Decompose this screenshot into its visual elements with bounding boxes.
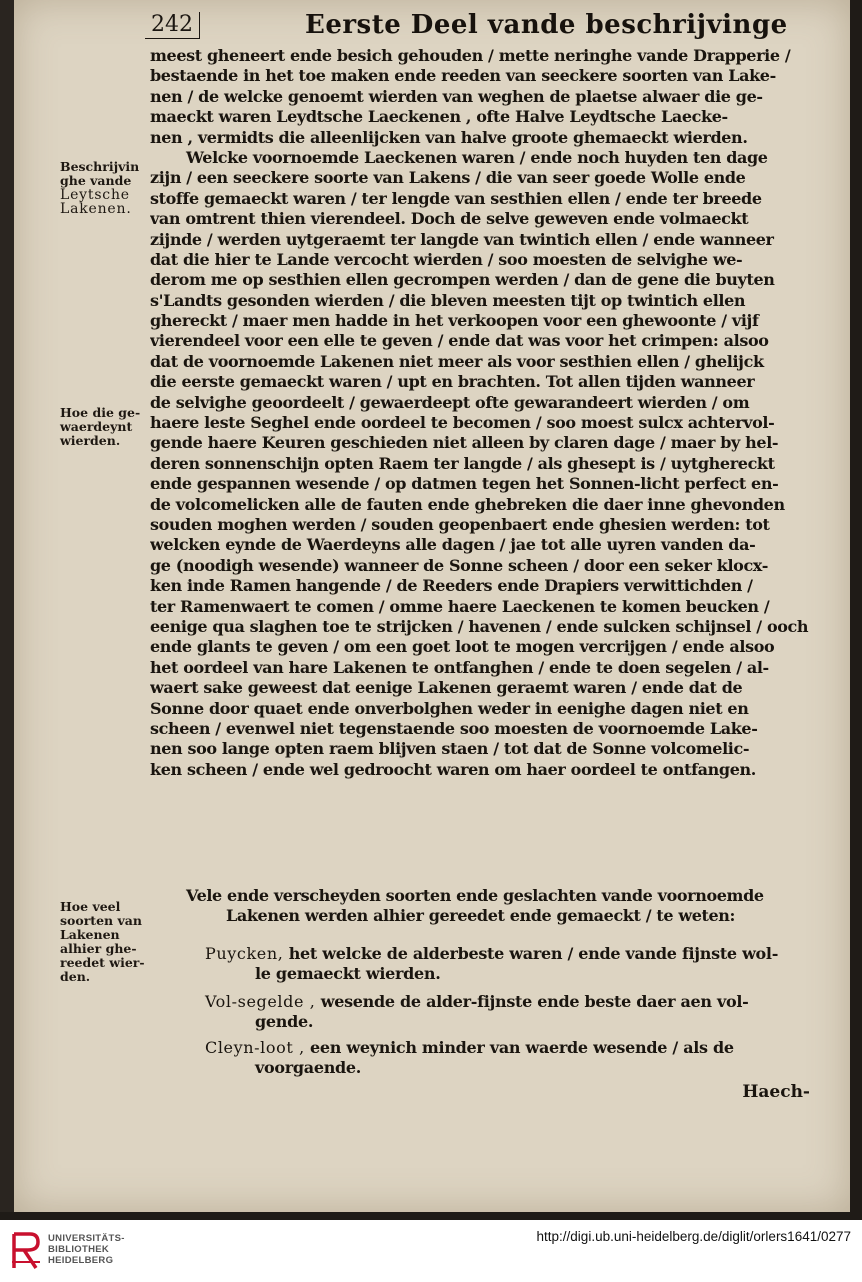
margin-line: waerdeynt (60, 419, 133, 434)
text-line: nen , vermidts die alleenlijcken van halve groote ghemaeckt wierden. (150, 127, 748, 147)
item-continuation: voorgaende. (255, 1058, 362, 1077)
text-line: van omtrent thien vierendeel. Doch de selve geweven ende volmaeckt (150, 209, 749, 229)
page-number: 242 (145, 12, 200, 39)
margin-line: Hoe die ge- (60, 405, 141, 420)
library-name-line: BIBLIOTHEK (48, 1244, 110, 1255)
margin-line: Leytsche (60, 187, 130, 203)
item-label: Cleyn-loot , (205, 1038, 305, 1057)
text-line: de selvighe geoordeelt / gewaerdeept ofte gewarandeert wierden / om (150, 392, 750, 412)
text-line: ken scheen / ende wel gedroocht waren om haer oordeel te ontfangen. (150, 759, 756, 779)
item-text: het welcke de alderbeste waren / ende vande fijnste wol- (288, 944, 779, 963)
library-name-line: HEIDELBERG (48, 1255, 114, 1266)
text-line: de volcomelicken alle de fauten ende ghebreken die daer inne ghevonden (150, 494, 785, 514)
margin-line: den. (60, 969, 91, 984)
list-item (205, 992, 815, 1032)
margin-line: Beschrijvin (60, 159, 140, 174)
list-item (205, 1038, 815, 1078)
text-line: dat de voornoemde Lakenen niet meer als voor sesthien ellen / ghelijck (150, 351, 764, 371)
text-line: dat die hier te Lande vercocht wierden / soo moesten de selvighe we- (150, 249, 743, 269)
item-label: Vol-segelde , (205, 992, 316, 1011)
text-line: stoffe gemaeckt waren / ter lengde van sesthien ellen / ende ter breede (150, 188, 762, 208)
margin-note-waerdeyns (60, 406, 156, 448)
library-name (48, 1233, 125, 1266)
text-line: vierendeel voor een elle te geven / ende dat was voor het crimpen: alsoo (150, 331, 769, 351)
text-line: nen / de welcke genoemt wierden van weghen de plaetse alwaer die ge- (150, 86, 763, 106)
list-item (205, 944, 815, 984)
page-header (145, 10, 825, 44)
item-continuation: gende. (255, 1012, 314, 1031)
section-two-intro (150, 886, 820, 927)
text-line: zijn / een seeckere soorte van Lakens / die van seer goede Wolle ende (150, 168, 746, 188)
page-gutter (0, 0, 14, 1212)
catchword: Haech- (742, 1082, 810, 1102)
item-continuation: le gemaeckt wierden. (255, 964, 441, 983)
text-line: derom me op sesthien ellen gecrompen werden / dan de gene die buyten (150, 270, 775, 290)
text-line: het oordeel van hare Lakenen te ontfanghen / ende te doen segelen / al- (150, 657, 769, 677)
running-title: Eerste Deel vande beschrijvinge (305, 10, 788, 40)
text-line: deren sonnenschijn opten Raem ter langde / als ghesept is / uytghereckt (150, 453, 775, 473)
text-line: eenige qua slaghen toe te strijcken / havenen / ende sulcken schijnsel / ooch (150, 616, 809, 636)
text-line: welcken eynde de Waerdeyns alle dagen / jae tot alle uyren vanden da- (150, 535, 756, 555)
footer-bar (0, 1220, 862, 1282)
text-line: ghereckt / maer men hadde in het verkoopen voor een ghewoonte / vijf (150, 311, 759, 331)
text-line: waert sake geweest dat eenige Lakenen geraemt waren / ende dat de (150, 678, 743, 698)
text-line: ken inde Ramen hangende / de Reeders ende Drapiers verwittichden / (150, 576, 753, 596)
text-line: Welcke voornoemde Laeckenen waren / ende noch huyden ten dage (186, 147, 768, 167)
text-line: gende haere Keuren geschieden niet alleen by claren dage / maer by hel- (150, 433, 779, 453)
item-label: Puycken, (205, 944, 284, 963)
library-name-line: UNIVERSITÄTS- (48, 1233, 125, 1244)
margin-note-soorten (60, 900, 156, 984)
text-line: Sonne door quaet ende onverbolghen weder in eenighe dagen niet en (150, 698, 749, 718)
text-line: haere leste Seghel ende oordeel te becomen / soo moest sulcx achtervol- (150, 413, 775, 433)
item-text: wesende de alder-fijnste ende beste daer aen vol- (320, 992, 749, 1011)
item-text: een weynich minder van waerde wesende / als de (310, 1038, 734, 1057)
text-line: nen soo lange opten raem blijven staen / tot dat de Sonne volcomelic- (150, 739, 750, 759)
margin-line: ghe vande (60, 173, 132, 188)
text-line: maeckt waren Leydtsche Laeckenen , ofte Halve Leydtsche Laecke- (150, 107, 728, 127)
margin-line: Lakenen (60, 927, 120, 942)
text-line: Vele ende verscheyden soorten ende geslachten vande voornoemde (186, 886, 764, 905)
text-line: s'Landts gesonden wierden / die bleven meesten tijt op twintich ellen (150, 290, 746, 310)
text-line: Lakenen werden alhier gereedet ende gemaeckt / te weten: (226, 906, 736, 926)
text-line: meest gheneert ende besich gehouden / mette neringhe vande Drapperie / (150, 46, 791, 65)
text-line: ende gespannen wesende / op datmen tegen het Sonnen-licht perfect en- (150, 474, 779, 494)
source-url-link[interactable]: http://digi.ub.uni-heidelberg.de/diglit/orlers1641/0277 (536, 1229, 851, 1244)
text-line: die eerste gemaeckt waren / upt en brachten. Tot allen tijden wanneer (150, 372, 755, 392)
margin-note-description (60, 160, 156, 216)
body-text (150, 46, 820, 780)
text-line: ge (noodigh wesende) wanneer de Sonne scheen / door een seker klocx- (150, 555, 768, 575)
text-line: bestaende in het toe maken ende reeden van seeckere soorten van Lake- (150, 66, 776, 86)
margin-line: alhier ghe- (60, 941, 137, 956)
text-line: ter Ramenwaert te comen / omme haere Laeckenen te komen beucken / (150, 596, 770, 616)
margin-line: Hoe veel (60, 899, 121, 914)
margin-line: wierden. (60, 433, 121, 448)
margin-line: soorten van (60, 913, 142, 928)
margin-line: reedet wier- (60, 955, 145, 970)
text-line: souden moghen werden / souden geopenbaert ende ghesien werden: tot (150, 514, 770, 534)
text-line: ende glants te geven / om een goet loot te mogen vercrijgen / ende alsoo (150, 637, 775, 657)
text-line: zijnde / werden uytgeraemt ter langde van twintich ellen / ende wanneer (150, 229, 774, 249)
text-line: scheen / evenwel niet tegenstaende soo moesten de voornoemde Lake- (150, 718, 758, 738)
margin-line: Lakenen. (60, 201, 132, 217)
heidelberg-logo-icon (10, 1232, 42, 1270)
